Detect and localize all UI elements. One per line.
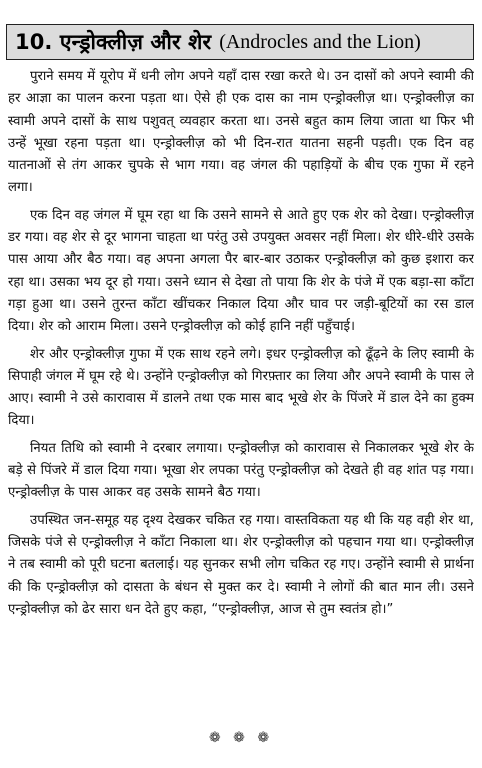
paragraph-4: नियत तिथि को स्वामी ने दरबार लगाया। एन्ड्रोक्लीज़ को कारावास से निकालकर भूखे शेर के बड़े से पिंजरे में डाल दिया गया। भूखा शेर लपका परंतु एन्ड्रोक्लीज़ को देखते ही वह शांत पड़ गया। एन्ड्रोक्लीज़ के पास आकर वह उसके सामने बैठ गया। bbox=[8, 440, 474, 501]
story-body bbox=[8, 66, 474, 730]
paragraph-5: उपस्थित जन-समूह यह दृश्य देखकर चकित रह गया। वास्तविकता यह थी कि यह वही शेर था, जिसके पंजे से एन्ड्रोक्लीज़ ने काँटा निकाला था। शेर एन्ड्रोक्लीज़ को पहचान गया था। एन्ड्रोक्लीज़ ने तब स्वामी को पूरी घटना बतलाई। यह सुनकर सभी लोग चकित रह गए। उन्होंने स्वामी से प्रार्थना की कि एन्ड्रोक्लीज़ को दासता के बंधन से मुक्त कर दे। स्वामी ने लोगों की बात मान ली। उसने एन्ड्रोक्लीज़ को ढेर सारा धन देते हुए कहा, “एन्ड्रोक्लीज़, आज से तुम स्वतंत्र हो।” bbox=[8, 512, 474, 617]
paragraph-3: शेर और एन्ड्रोक्लीज़ गुफा में एक साथ रहने लगे। इधर एन्ड्रोक्लीज़ को ढूँढ़ने के लिए स्वामी के सिपाही जंगल में घूम रहे थे। उन्होंने एन्ड्रोक्लीज़ को गिरफ़्तार का लिया और अपने स्वामी के पास ले आए। स्वामी ने उसे कारावास में डालने तथा एक मास बाद भूखे शेर के पिंजरे में डाल देने का हुक्म दिया। bbox=[8, 346, 474, 429]
paragraph-2: एक दिन वह जंगल में घूम रहा था कि उसने सामने से आते हुए एक शेर को देखा। एन्ड्रोक्लीज़ डर गया। वह शेर से दूर भागना चाहता था परंतु उसे उपयुक्त अवसर नहीं मिला। शेर धीरे-धीरे उसके पास आया और बैठ गया। वह अपना अगला पैर बार-बार उठाकर एन्ड्रोक्लीज़ को कुछ इशारा कर रहा था। उसका भय दूर हो गया। उसने ध्यान से देखा तो पाया कि शेर के पंजे में एक बड़ा-सा काँटा गड़ा हुआ था। उसने तुरन्त काँटा खींचकर निकाल दिया और घाव पर जड़ी-बूटियों का रस डाल दिया। शेर को आराम मिला। उसने एन्ड्रोक्लीज़ को कोई हानि नहीं पहुँचाई। bbox=[8, 207, 474, 335]
title-bar bbox=[6, 24, 474, 60]
story-title-english: (Androcles and the Lion) bbox=[219, 30, 421, 53]
story-title-hindi: 10. एन्ड्रोक्लीज़ और शेर bbox=[15, 30, 212, 54]
ornament-divider: ❁ ❁ ❁ bbox=[208, 730, 274, 746]
paragraph-1: पुराने समय में यूरोप में धनी लोग अपने यहाँ दास रखा करते थे। उन दासों को अपने स्वामी की हर आज्ञा का पालन करना पड़ता था। ऐसे ही एक दास का नाम एन्ड्रोक्लीज़ था। एन्ड्रोक्लीज़ का स्वामी अपने दासों के साथ पशुवत् व्यवहार करता था। उनसे बहुत काम लिया जाता था फिर भी उन्हें भूखा रहना पड़ता था। एन्ड्रोक्लीज़ को भी दिन-रात यातना सहनी पड़ती। एक दिन वह यातनाओं से तंग आकर चुपके से भाग गया। वह जंगल की पहाड़ियों के बीच एक गुफा में रहने लगा। bbox=[8, 69, 474, 196]
